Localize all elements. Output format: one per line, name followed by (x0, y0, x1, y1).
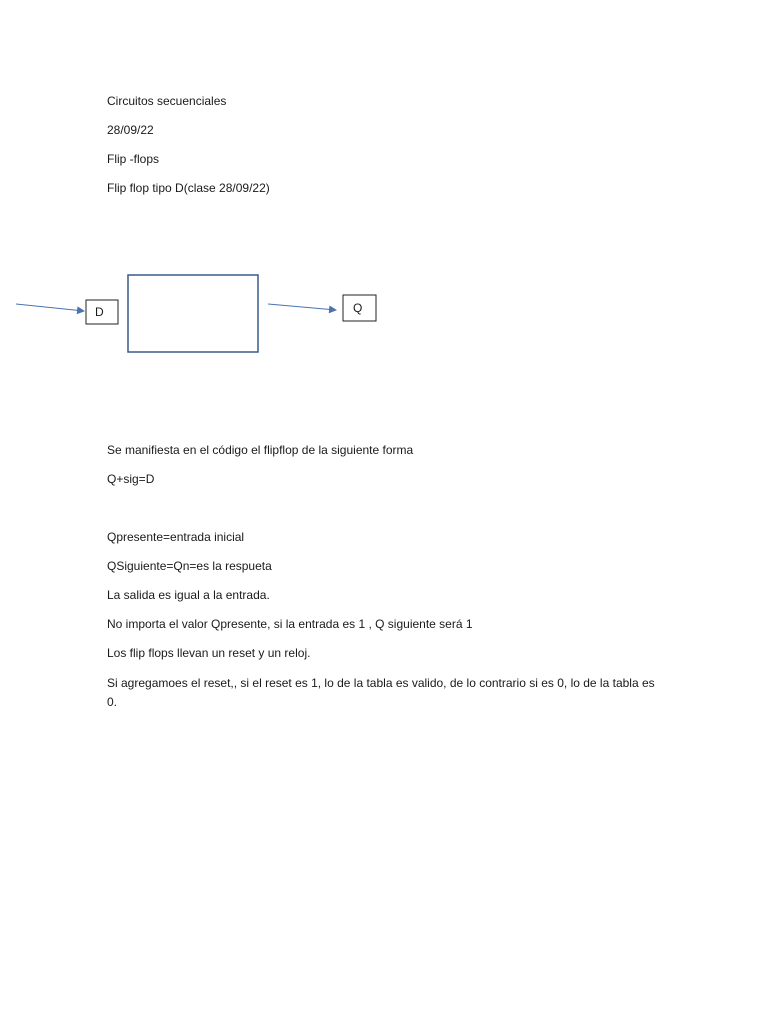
doc-title: Circuitos secuenciales (107, 94, 227, 108)
flip-flop-diagram (0, 260, 768, 370)
notes-no-importa: No importa el valor Qpresente, si la entrada es 1 , Q siguiente será 1 (107, 617, 473, 631)
notes-salida: La salida es igual a la entrada. (107, 588, 270, 602)
notes-qpresente: Qpresente=entrada inicial (107, 530, 245, 544)
doc-topic: Flip -flops (107, 152, 160, 166)
doc-date: 28/09/22 (107, 123, 154, 137)
input-arrow (16, 304, 84, 311)
input-label: D (95, 305, 104, 319)
notes-reset-note: Si agregamoes el reset,, si el reset es 1, lo de la tabla es valido, de lo contrario si es 0, lo de la tabla es 0. (107, 676, 655, 709)
output-label: Q (353, 301, 363, 315)
flip-flop-block (128, 275, 258, 352)
notes-reset-reloj: Los flip flops llevan un reset y un reloj. (107, 646, 311, 660)
flip-flop-diagram-svg (0, 260, 768, 370)
notes-qsiguiente: QSiguiente=Qn=es la respueta (107, 559, 272, 573)
notes-equation: Q+sig=D (107, 472, 155, 486)
doc-subtopic: Flip flop tipo D(clase 28/09/22) (107, 181, 270, 195)
output-arrow (268, 304, 336, 310)
notes-intro: Se manifiesta en el código el flipflop de la siguiente forma (107, 443, 414, 457)
